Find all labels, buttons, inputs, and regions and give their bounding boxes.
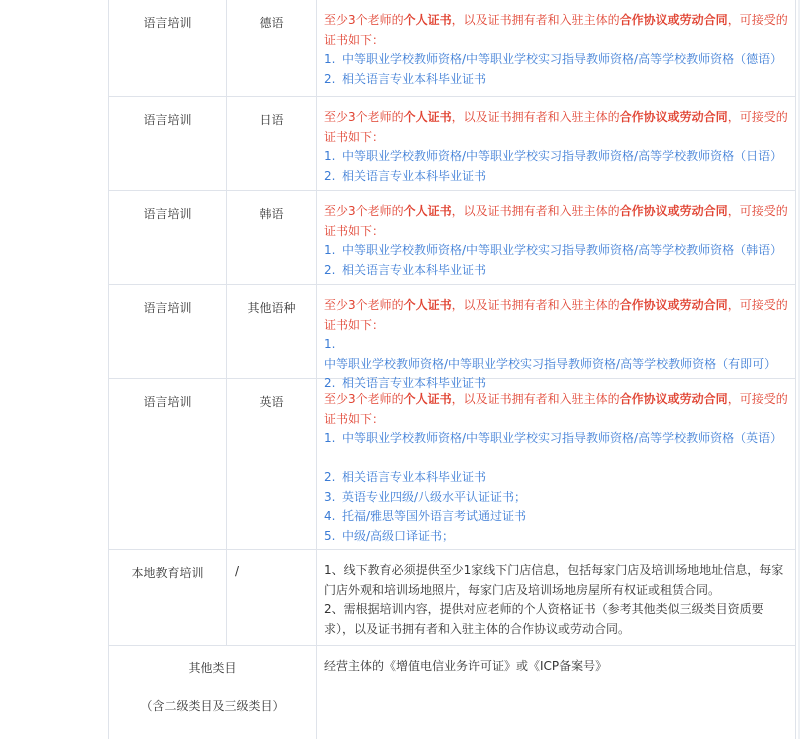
requirement-text: 至少3个老师的个人证书，以及证书拥有者和入驻主体的合作协议或劳动合同，可接受的证书如下：	[324, 204, 788, 238]
category-cell: 语言培训	[109, 0, 227, 96]
list-item: 2. 相关语言专业本科毕业证书	[324, 168, 487, 183]
table-row	[109, 285, 795, 390]
requirement-text: 至少3个老师的个人证书，以及证书拥有者和入驻主体的合作协议或劳动合同，可接受的证书如下：	[324, 13, 788, 47]
requirement-text: 至少3个老师的个人证书，以及证书拥有者和入驻主体的合作协议或劳动合同，可接受的证书如下：	[324, 298, 788, 332]
requirement-cell	[317, 646, 795, 739]
category-note: （含二级类目及三级类目）	[140, 699, 285, 713]
requirement-text: 至少3个老师的个人证书，以及证书拥有者和入驻主体的合作协议或劳动合同，可接受的证书如下：	[324, 110, 788, 144]
list-item: 1. 中等职业学校教师资格/中等职业学校实习指导教师资格/高等学校教师资格（韩语）	[324, 243, 783, 257]
requirement-paragraph: 2、需根据培训内容，提供对应老师的个人资格证书（参考其他类似三级类目资质要求），以及证书拥有者和入驻主体的合作协议或劳动合同。	[324, 602, 764, 636]
category-cell: 语言培训	[109, 191, 227, 284]
list-item: 2. 相关语言专业本科毕业证书	[324, 470, 487, 484]
requirement-text: 至少3个老师的个人证书，以及证书拥有者和入驻主体的合作协议或劳动合同，可接受的证书如下：	[324, 392, 788, 426]
list-item: 4. 托福/雅思等国外语言考试通过证书	[324, 509, 527, 523]
table-row	[109, 191, 795, 285]
subcategory-cell: 德语	[227, 0, 317, 96]
blank-line	[324, 449, 791, 469]
requirement-cell	[317, 191, 795, 284]
table-row	[109, 0, 795, 97]
requirement-cell	[317, 550, 795, 645]
list-item: 1.中等职业学校教师资格/中等职业学校实习指导教师资格/高等学校教师资格（有即可）	[324, 337, 777, 371]
category-cell: 语言培训	[109, 379, 227, 549]
category-cell: 语言培训	[109, 97, 227, 190]
list-item: 2. 相关语言专业本科毕业证书	[324, 376, 487, 390]
subcategory-cell: /	[227, 550, 317, 645]
list-item: 2. 相关语言专业本科毕业证书	[324, 262, 487, 277]
subcategory-cell: 韩语	[227, 191, 317, 284]
category-label: 其他类目	[188, 661, 237, 675]
table-row	[109, 550, 795, 646]
list-item: 5. 中级/高级口译证书；	[324, 528, 455, 543]
category-cell: 语言培训	[109, 285, 227, 378]
subcategory-cell: 英语	[227, 379, 317, 549]
requirement-cell	[317, 379, 795, 549]
subcategory-cell: 其他语种	[227, 285, 317, 378]
subcategory-cell: 日语	[227, 97, 317, 190]
requirement-cell	[317, 0, 795, 96]
table-row	[109, 646, 795, 739]
table-row	[109, 379, 795, 550]
requirement-cell	[317, 97, 795, 190]
category-cell: 本地教育培训	[109, 550, 227, 645]
requirement-paragraph: 1、线下教育必须提供至少1家线下门店信息，包括每家门店及培训场地地址信息，每家门店外观和培训场地照片，每家门店及培训场地房屋所有权证或租赁合同。	[324, 563, 784, 597]
list-item: 1. 中等职业学校教师资格/中等职业学校实习指导教师资格/高等学校教师资格（日语）	[324, 149, 783, 163]
requirement-cell	[317, 285, 795, 390]
requirement-text: 经营主体的《增值电信业务许可证》或《ICP备案号》	[324, 659, 608, 673]
list-item: 1. 中等职业学校教师资格/中等职业学校实习指导教师资格/高等学校教师资格（德语）	[324, 52, 783, 66]
list-item: 1. 中等职业学校教师资格/中等职业学校实习指导教师资格/高等学校教师资格（英语）	[324, 431, 783, 445]
qualification-table	[108, 0, 796, 739]
list-item: 3. 英语专业四级/八级水平认证证书；	[324, 489, 527, 504]
category-cell	[109, 646, 317, 739]
list-item: 2. 相关语言专业本科毕业证书	[324, 71, 487, 86]
table-row	[109, 97, 795, 191]
